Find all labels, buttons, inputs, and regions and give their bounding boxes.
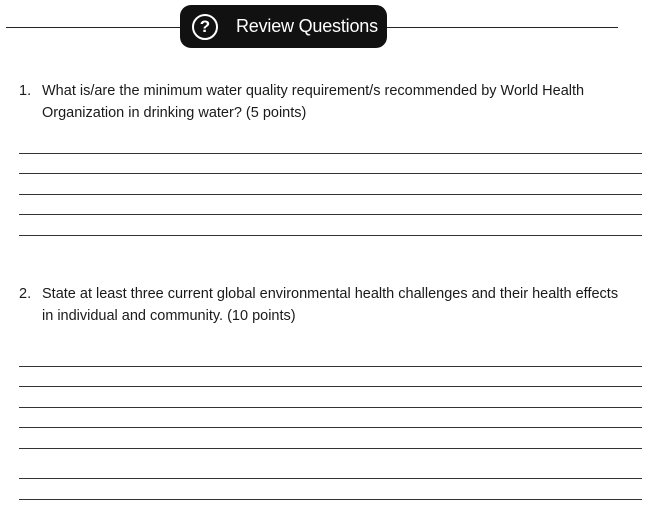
header-rule-left xyxy=(6,27,182,28)
section-title: Review Questions xyxy=(236,16,378,36)
question-1 xyxy=(19,80,629,124)
question-text: State at least three current global environmental health challenges and their health effects in individual and community. (10 points) xyxy=(42,286,619,324)
question-2 xyxy=(19,283,629,327)
answer-line[interactable] xyxy=(19,427,642,428)
answer-line[interactable] xyxy=(19,173,642,174)
answer-line[interactable] xyxy=(19,235,642,236)
answer-line[interactable] xyxy=(19,407,642,408)
answer-line[interactable] xyxy=(19,499,642,500)
answer-line[interactable] xyxy=(19,386,642,387)
answer-line[interactable] xyxy=(19,153,642,154)
answer-line[interactable] xyxy=(19,448,642,449)
header-rule-right xyxy=(386,27,618,28)
answer-line[interactable] xyxy=(19,366,642,367)
answer-line[interactable] xyxy=(19,478,642,479)
question-text: What is/are the minimum water quality requirement/s recommended by World Health Organization in drinking water? (5 points) xyxy=(42,83,585,121)
answer-line[interactable] xyxy=(19,194,642,195)
question-circle-icon: ? xyxy=(192,14,218,40)
section-header-badge xyxy=(180,5,387,48)
answer-line[interactable] xyxy=(19,214,642,215)
question-number: 2. xyxy=(19,286,32,302)
question-number: 1. xyxy=(19,83,32,99)
